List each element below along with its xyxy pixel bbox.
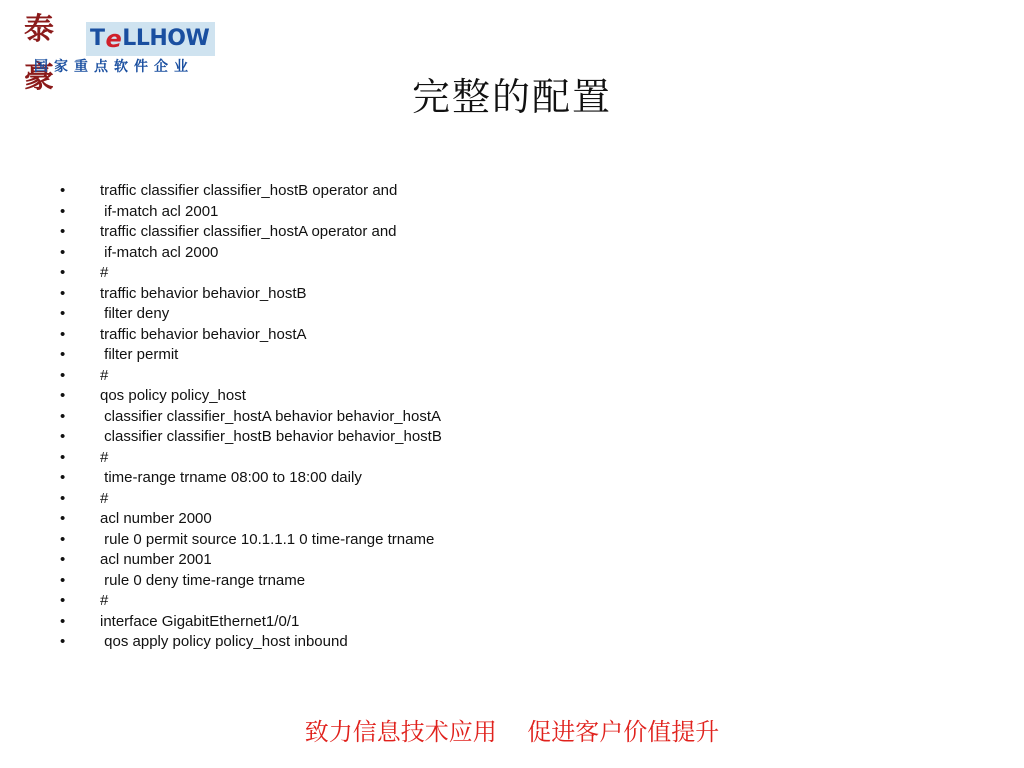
bullet-icon: • xyxy=(60,182,66,199)
logo-brand-rest: LLHOW xyxy=(122,26,210,51)
bullet-icon: • xyxy=(60,366,66,384)
config-line xyxy=(60,222,442,243)
bullet-icon: • xyxy=(60,489,66,507)
config-line xyxy=(60,468,442,489)
config-line xyxy=(60,284,442,305)
config-line xyxy=(60,550,442,571)
config-line xyxy=(60,345,442,366)
config-line-text: # xyxy=(100,366,109,384)
bullet-icon: • xyxy=(60,202,66,220)
bullet-icon: • xyxy=(60,592,66,609)
config-line-text: if-match acl 2001 xyxy=(100,202,219,220)
bullet-icon: • xyxy=(60,469,66,486)
bullet-icon: • xyxy=(60,325,66,343)
config-line-text: # xyxy=(100,592,109,609)
bullet-icon: • xyxy=(60,305,66,322)
config-line-text: # xyxy=(100,448,109,466)
config-line xyxy=(60,181,442,202)
bullet-icon: • xyxy=(60,571,66,589)
logo-brand-wordmark xyxy=(86,22,215,56)
config-line-text: interface GigabitEthernet1/0/1 xyxy=(100,612,300,630)
config-line xyxy=(60,386,442,407)
logo-subtitle: 国家重点软件企业 xyxy=(34,59,194,75)
bullet-icon: • xyxy=(60,510,66,527)
config-line xyxy=(60,612,442,633)
bullet-icon: • xyxy=(60,428,66,445)
bullet-icon: • xyxy=(60,284,66,302)
config-line xyxy=(60,632,442,653)
config-list xyxy=(60,181,442,653)
config-line xyxy=(60,591,442,612)
bullet-icon: • xyxy=(60,407,66,425)
config-line-text: # xyxy=(100,264,109,281)
config-line-text: qos apply policy policy_host inbound xyxy=(100,633,348,650)
bullet-icon: • xyxy=(60,387,66,404)
slide-title: 完整的配置 xyxy=(411,75,612,119)
config-line xyxy=(60,243,442,264)
config-line xyxy=(60,366,442,387)
config-line xyxy=(60,530,442,551)
config-line xyxy=(60,407,442,428)
config-line-text: rule 0 deny time-range trname xyxy=(100,571,306,589)
config-line-text: if-match acl 2000 xyxy=(100,243,219,261)
bullet-icon: • xyxy=(60,633,66,650)
config-line-text: traffic behavior behavior_hostB xyxy=(100,284,307,302)
config-line-text: time-range trname 08:00 to 18:00 daily xyxy=(100,469,362,486)
config-line-text: filter permit xyxy=(100,346,179,363)
config-line xyxy=(60,304,442,325)
logo-chinese-glyphs: 泰豪 xyxy=(24,12,52,95)
bullet-icon: • xyxy=(60,530,66,548)
bullet-icon: • xyxy=(60,346,66,363)
slide-footer-slogan: 致力信息技术应用 促进客户价值提升 xyxy=(304,718,720,746)
config-line-text: traffic classifier classifier_hostB operator and xyxy=(100,182,398,199)
config-line-text: rule 0 permit source 10.1.1.1 0 time-range trname xyxy=(100,530,435,548)
config-line xyxy=(60,427,442,448)
config-line-text: traffic classifier classifier_hostA operator and xyxy=(100,223,397,240)
config-line xyxy=(60,489,442,510)
bullet-icon: • xyxy=(60,264,66,281)
config-line xyxy=(60,571,442,592)
config-line-text: classifier classifier_hostB behavior behavior_hostB xyxy=(100,428,442,445)
logo-brand-e: e xyxy=(105,25,122,53)
bullet-icon: • xyxy=(60,551,66,568)
bullet-icon: • xyxy=(60,612,66,630)
bullet-icon: • xyxy=(60,448,66,466)
bullet-icon: • xyxy=(60,223,66,240)
bullet-icon: • xyxy=(60,243,66,261)
config-line xyxy=(60,263,442,284)
config-line xyxy=(60,202,442,223)
config-line-text: qos policy policy_host xyxy=(100,387,246,404)
logo-brand-t: T xyxy=(90,26,105,51)
config-line-text: acl number 2000 xyxy=(100,510,212,527)
config-line-text: acl number 2001 xyxy=(100,551,212,568)
config-line-text: traffic behavior behavior_hostA xyxy=(100,325,307,343)
config-line xyxy=(60,325,442,346)
config-line-text: classifier classifier_hostA behavior behavior_hostA xyxy=(100,407,442,425)
config-line-text: filter deny xyxy=(100,305,170,322)
config-line-text: # xyxy=(100,489,109,507)
config-line xyxy=(60,509,442,530)
config-line xyxy=(60,448,442,469)
